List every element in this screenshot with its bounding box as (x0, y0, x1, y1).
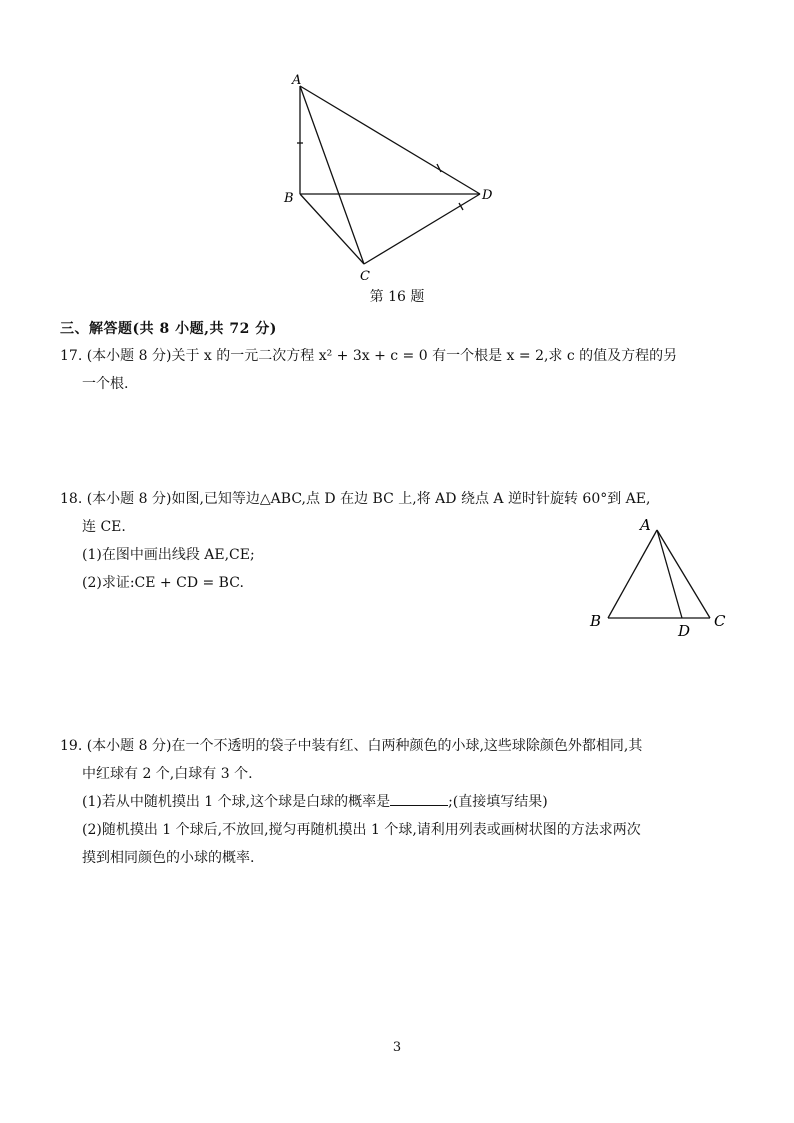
q18-part-2: (2)求证:CE + CD = BC. (82, 575, 244, 591)
q19-part-1-suffix: ;(直接填写结果) (448, 794, 548, 810)
page-number: 3 (392, 1040, 402, 1055)
question-17 (60, 342, 740, 398)
label-b: B (284, 191, 294, 206)
q19-line-2: 中红球有 2 个,白球有 3 个. (82, 766, 253, 782)
figure-16-caption: 第 16 题 (369, 289, 425, 305)
label-d-18: D (678, 622, 691, 640)
section-heading: 三、解答题(共 8 小题,共 72 分) (60, 321, 277, 337)
q17-line-2: 一个根. (82, 376, 129, 392)
q19-line-1: 19. (本小题 8 分)在一个不透明的袋子中装有红、白两种颜色的小球,这些球除颜色外都相同,其 (60, 738, 643, 754)
question-19 (60, 732, 740, 872)
segment-ad-18 (657, 530, 682, 618)
segment-ab-18 (608, 530, 657, 618)
segment-ac-18 (657, 530, 710, 618)
q19-part-1 (60, 788, 740, 816)
label-c: C (360, 269, 370, 284)
q17-line-1: 17. (本小题 8 分)关于 x 的一元二次方程 x² + 3x + c = 0 有一个根是 x = 2,求 c 的值及方程的另 (60, 348, 678, 364)
q19-part-2-line-1: (2)随机摸出 1 个球后,不放回,搅匀再随机摸出 1 个球,请利用列表或画树状图的方法求两次 (82, 822, 641, 838)
q19-part-1-text: (1)若从中随机摸出 1 个球,这个球是白球的概率是 (82, 794, 391, 810)
q19-part-2-line-2: 摸到相同颜色的小球的概率. (82, 850, 255, 866)
label-d: D (482, 188, 493, 203)
figure-16-diagram (270, 68, 510, 288)
label-b-18: B (590, 612, 602, 630)
segment-bc (300, 194, 364, 264)
label-c-18: C (714, 612, 726, 630)
q18-part-1: (1)在图中画出线段 AE,CE; (82, 547, 255, 563)
segment-ac (300, 86, 364, 264)
q18-line-2: 连 CE. (82, 519, 126, 535)
segment-ad (300, 86, 480, 194)
answer-blank[interactable] (390, 789, 448, 806)
label-a-18: A (640, 516, 651, 534)
label-a: A (292, 73, 302, 88)
segment-cd (364, 194, 480, 264)
q18-line-1: 18. (本小题 8 分)如图,已知等边△ABC,点 D 在边 BC 上,将 AD 绕点 A 逆时针旋转 60°到 AE, (60, 491, 651, 507)
figure-18-triangle (580, 512, 730, 642)
